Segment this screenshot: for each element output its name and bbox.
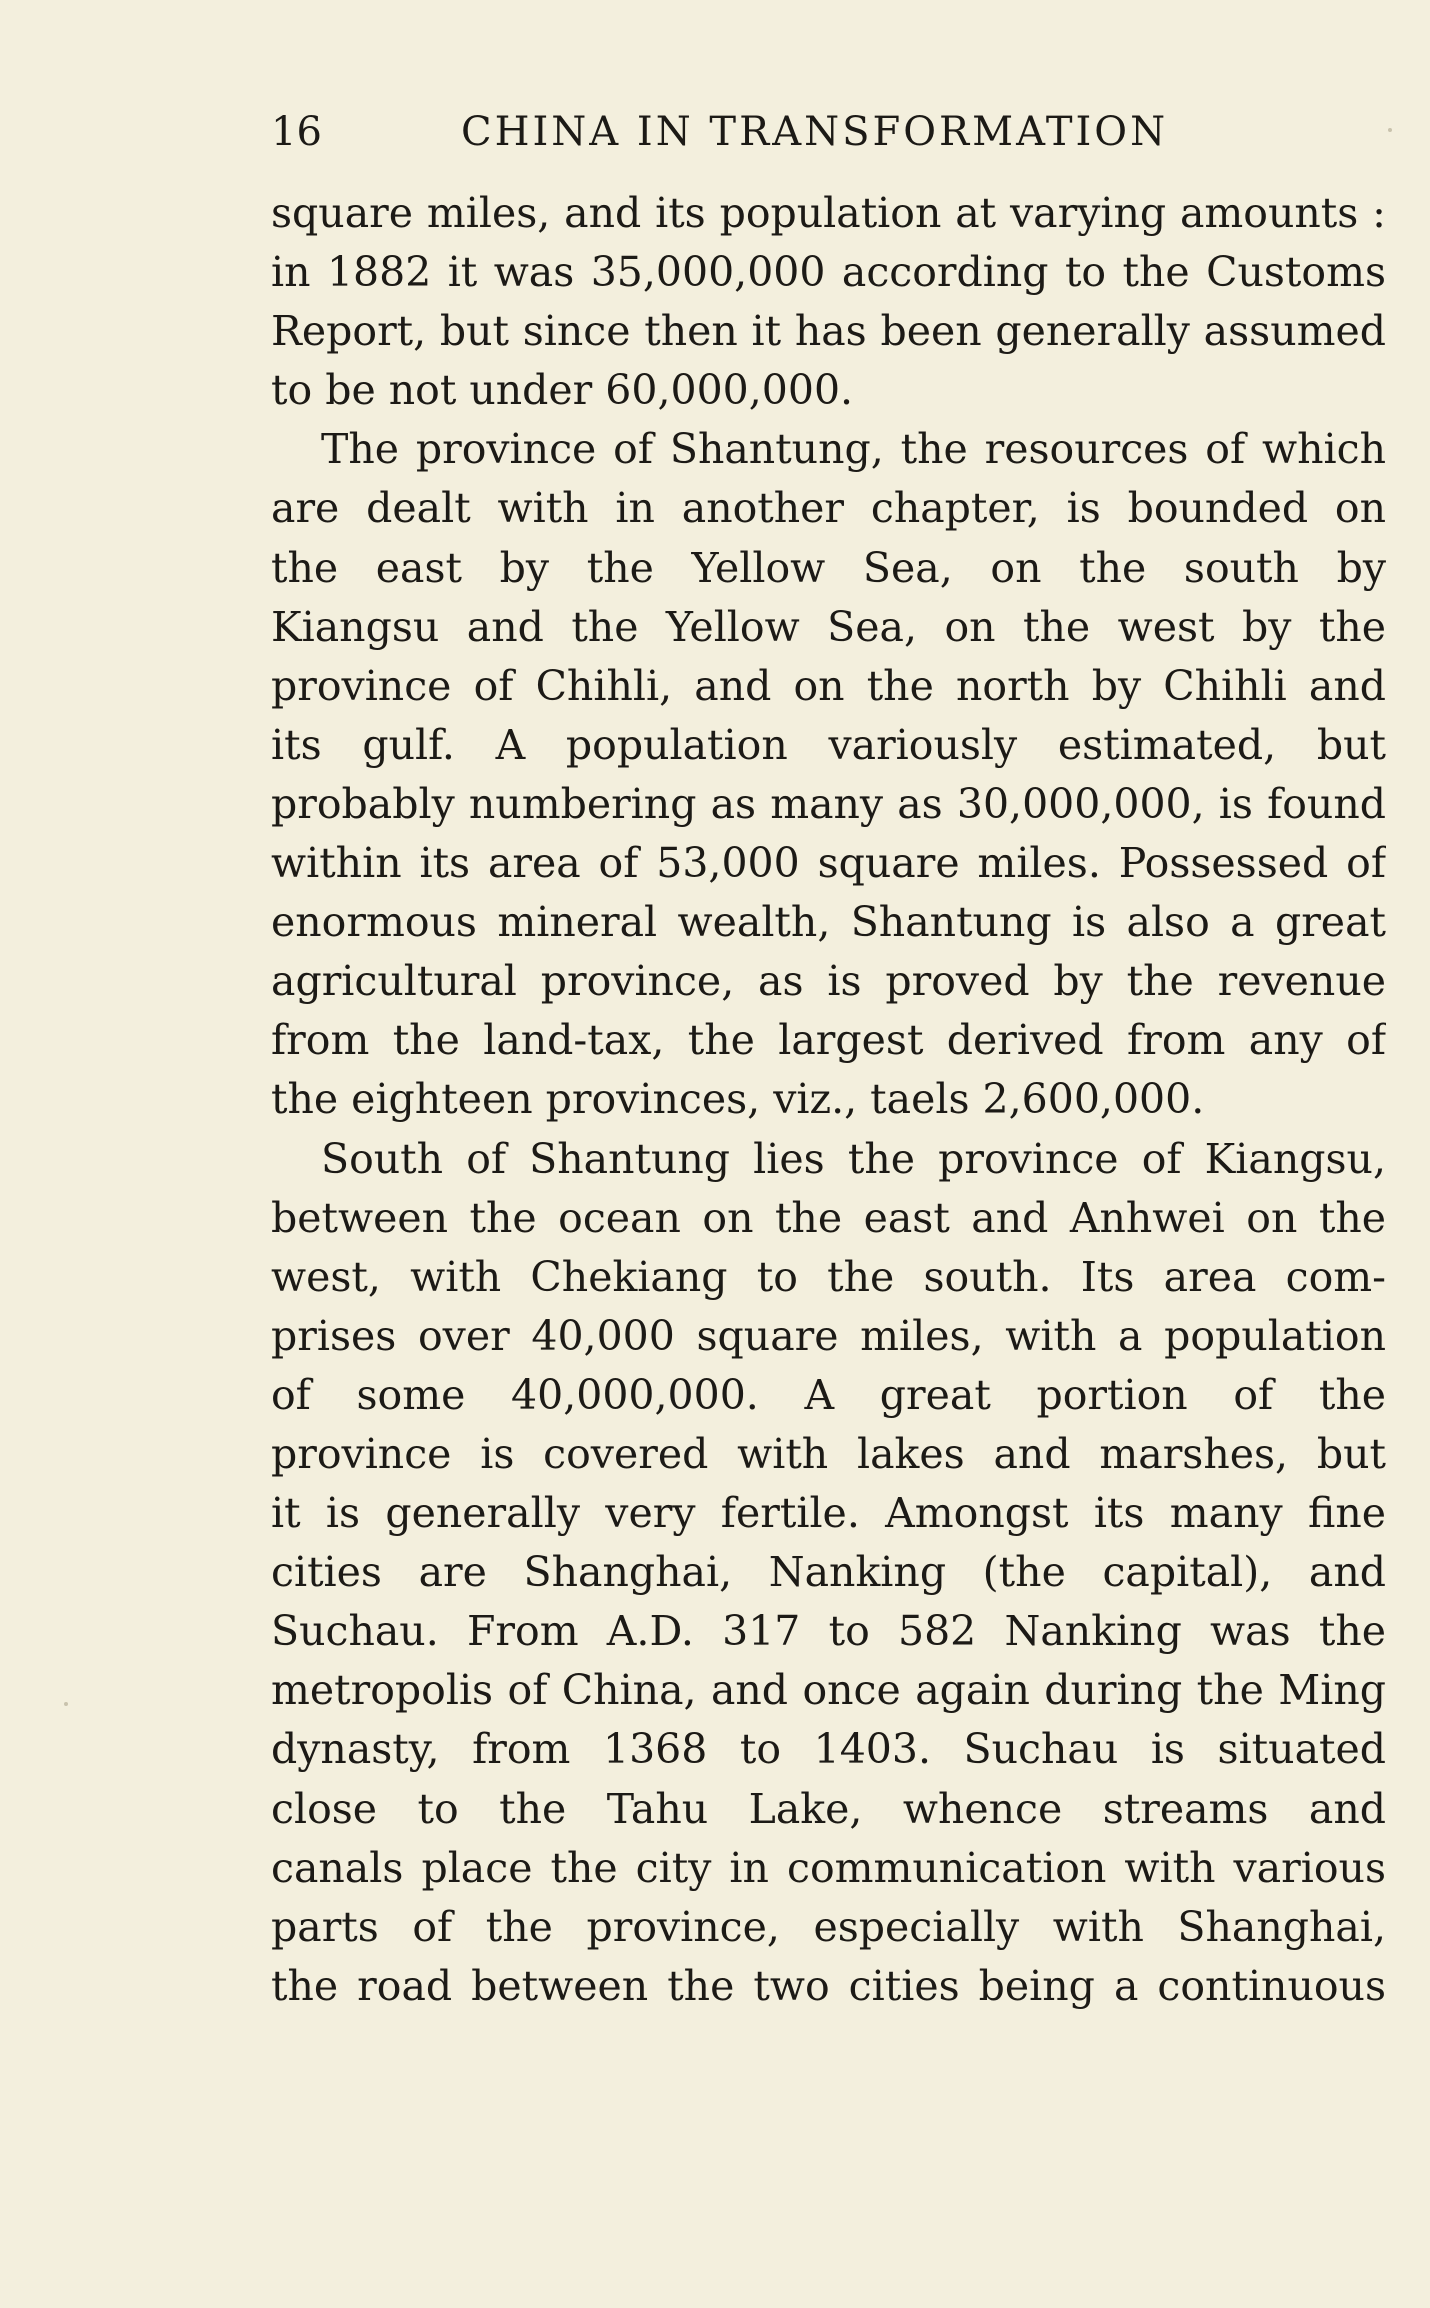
text-line: prises over 40,000 square miles, with a population (271, 1311, 1386, 1360)
text-line: province of Chihli, and on the north by Chihli and (271, 661, 1386, 710)
text-line: parts of the province, especially with Shanghai, (271, 1902, 1386, 1951)
text-line: its gulf. A population variously estimated, but (271, 720, 1386, 769)
text-line: are dealt with in another chapter, is bounded on (271, 484, 1386, 533)
text-line: canals place the city in communication with various (271, 1843, 1386, 1892)
body-text (271, 184, 1386, 2016)
text-line: Kiangsu and the Yellow Sea, on the west by the (271, 602, 1386, 651)
text-line: The province of Shantung, the resources of which (321, 425, 1386, 474)
text-line: close to the Tahu Lake, whence streams and (271, 1784, 1386, 1833)
text-line: west, with Chekiang to the south. Its area com- (271, 1252, 1386, 1301)
text-line: cities are Shanghai, Nanking (the capital), and (271, 1548, 1386, 1597)
paper-speck (1388, 128, 1392, 132)
text-line: in 1882 it was 35,000,000 according to the Customs (271, 248, 1386, 297)
text-line: from the land-tax, the largest derived from any of (271, 1016, 1386, 1065)
text-line: within its area of 53,000 square miles. Possessed of (271, 839, 1386, 888)
text-line: South of Shantung lies the province of Kiangsu, (321, 1134, 1386, 1183)
text-line: Suchau. From A.D. 317 to 582 Nanking was the (271, 1607, 1386, 1656)
text-line: to be not under 60,000,000. (271, 366, 854, 415)
text-line: province is covered with lakes and marshes, but (271, 1429, 1386, 1478)
page-number: 16 (271, 109, 322, 155)
text-line: the east by the Yellow Sea, on the south by (271, 543, 1386, 592)
text-line: dynasty, from 1368 to 1403. Suchau is situated (271, 1725, 1386, 1774)
text-line: the eighteen provinces, viz., taels 2,600,000. (271, 1075, 1205, 1124)
running-title: CHINA IN TRANSFORMATION (461, 109, 1169, 155)
text-line: agricultural province, as is proved by the revenue (271, 957, 1386, 1006)
text-line: metropolis of China, and once again during the Ming (271, 1666, 1386, 1715)
paper-speck (64, 1702, 68, 1706)
text-line: the road between the two cities being a continuous (271, 1961, 1386, 2010)
text-line: it is generally very fertile. Amongst its many fine (271, 1489, 1386, 1538)
text-line: between the ocean on the east and Anhwei on the (271, 1193, 1386, 1242)
text-line: square miles, and its population at varying amounts : (271, 189, 1386, 237)
text-line: Report, but since then it has been generally assumed (271, 307, 1386, 356)
page-header (271, 102, 1391, 162)
text-line: of some 40,000,000. A great portion of the (271, 1370, 1386, 1419)
text-line: enormous mineral wealth, Shantung is also a great (271, 898, 1386, 947)
text-line: probably numbering as many as 30,000,000, is found (271, 779, 1386, 828)
